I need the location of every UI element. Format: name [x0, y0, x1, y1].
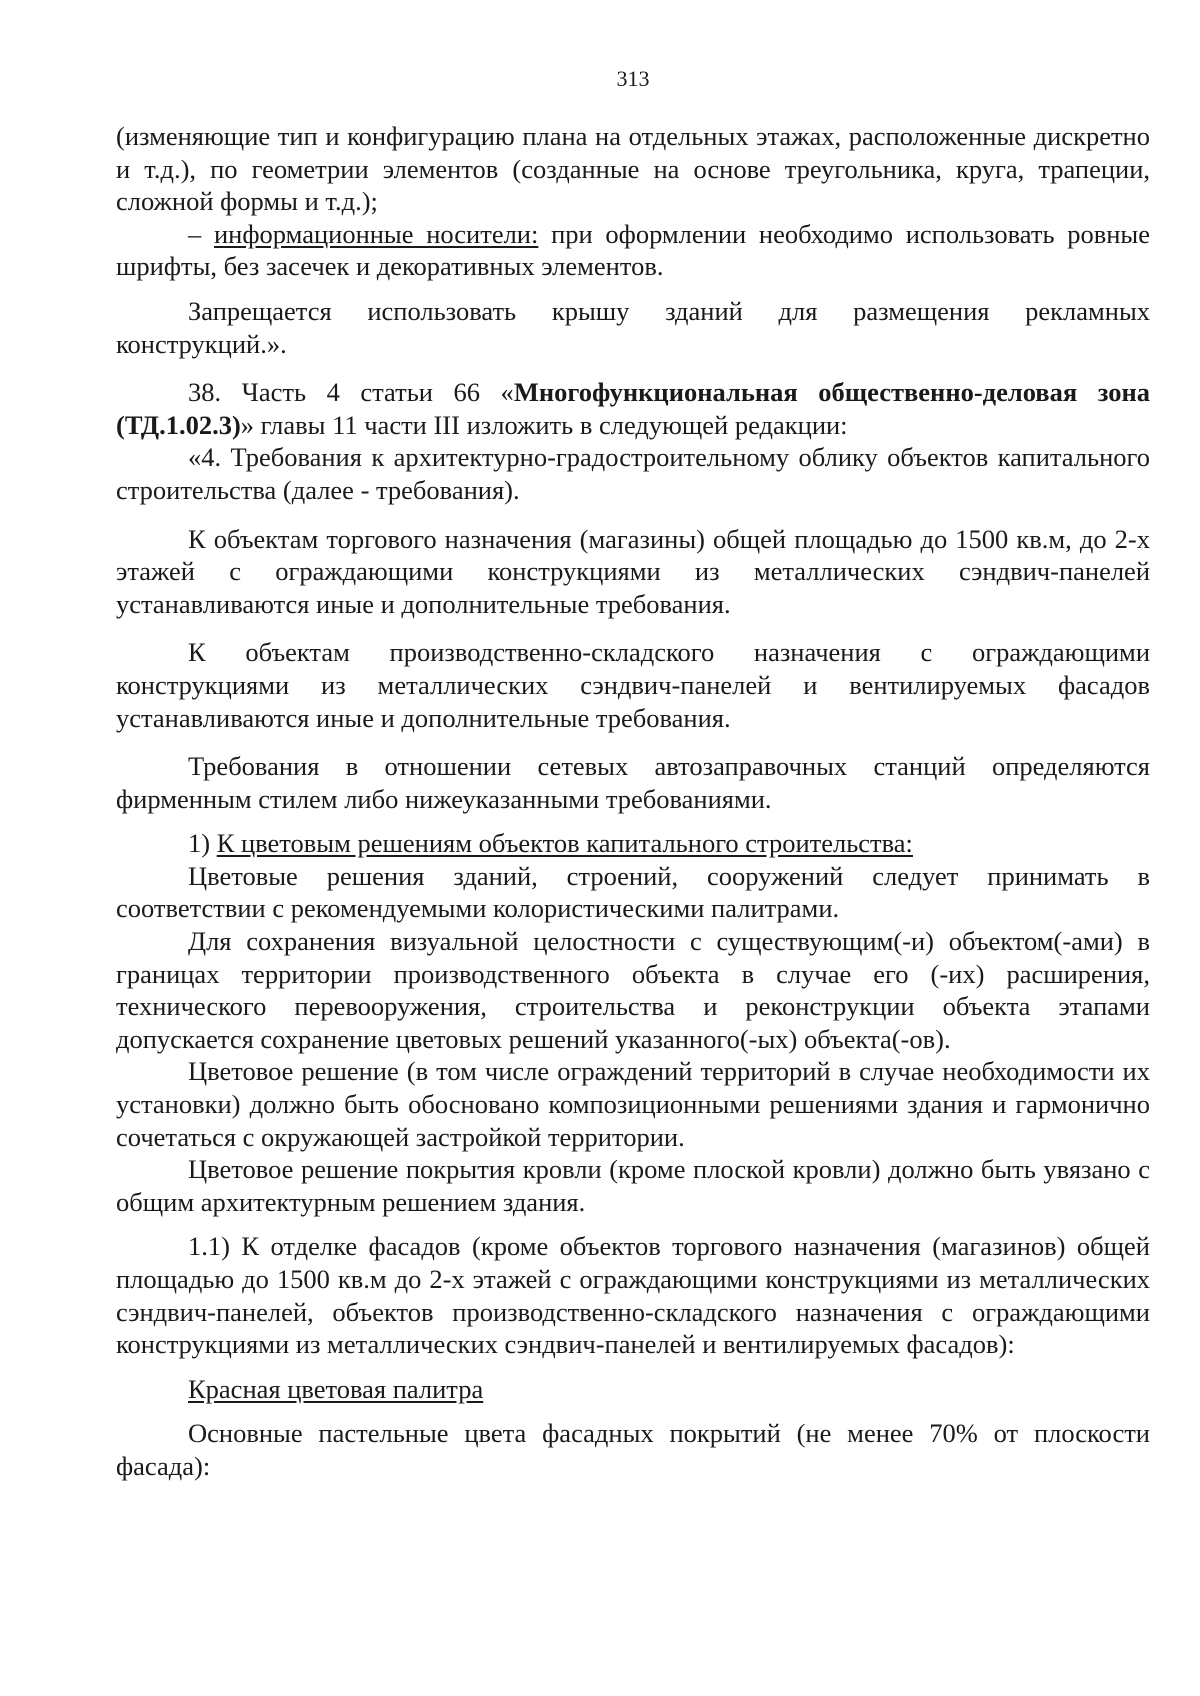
paragraph-main-pastel-colors: Основные пастельные цвета фасадных покрытий (не менее 70% от плоскости фасада): — [116, 1418, 1150, 1481]
item-38-rest: » главы 11 части III изложить в следующей редакции: — [240, 409, 848, 440]
paragraph-text: при оформлении необходимо использовать ровные шрифты, без засечек и декоративных элементов. — [116, 218, 1150, 282]
paragraph-information-carriers — [116, 218, 1150, 283]
paragraph-warehouse-objects: К объектам производственно-складского назначения с ограждающими конструкциями из металлических сэндвич-панелей и вентилируемых фасадов устанавливаются иные и дополнительные требования. — [116, 637, 1150, 733]
paragraph-requirements-heading: «4. Требования к архитектурно-градостроительному облику объектов капитального строительства (далее - требования). — [116, 442, 1150, 505]
paragraph-visual-integrity: Для сохранения визуальной целостности с существующим(-и) объектом(-ами) в границах территории производственного объекта в случае его (-их) расширения, технического перевооружения, строительства и реконструкции объекта этапами допускается сохранение цветовых решений указанного(-ых) объекта(-ов). — [116, 926, 1150, 1054]
paragraph-red-palette-heading — [116, 1373, 1150, 1406]
paragraph-item-38 — [116, 376, 1150, 441]
paragraph-trade-objects: К объектам торгового назначения (магазины) общей площадью до 1500 кв.м, до 2-х этажей с ограждающими конструкциями из металлических сэндвич-панелей устанавливаются иные и дополнительные требования. — [116, 523, 1150, 619]
document-page — [116, 64, 1150, 1483]
paragraph-roof-color: Цветовое решение покрытия кровли (кроме плоской кровли) должно быть увязано с общим архитектурным решением здания. — [116, 1154, 1150, 1217]
underlined-term-information-carriers: информационные носители: — [213, 218, 539, 249]
dash-prefix: – — [188, 218, 214, 249]
underlined-heading-red-palette: Красная цветовая палитра — [188, 1373, 484, 1404]
paragraph-color-palettes: Цветовые решения зданий, строений, сооружений следует принимать в соответствии с рекомендуемыми колористическими палитрами. — [116, 860, 1150, 924]
paragraph-fence-color: Цветовое решение (в том числе ограждений территорий в случае необходимости их установки) должно быть обосновано композиционными решениями здания и гармонично сочетаться с окружающей застройкой территории. — [116, 1056, 1150, 1152]
paragraph-geometry: (изменяющие тип и конфигурацию плана на отдельных этажах, расположенные дискретно и т.д.), по геометрии элементов (созданные на основе треугольника, круга, трапеции, сложной формы и т.д.); — [116, 121, 1150, 217]
zone-name-bold: Многофункциональная общественно-деловая зона (ТД.1.02.3) — [116, 377, 1150, 440]
paragraph-facade-finishing: 1.1) К отделке фасадов (кроме объектов торгового назначения (магазинов) общей площадью до 1500 кв.м до 2-х этажей с ограждающими конструкциями из металлических сэндвич-панелей, объектов производственно-складского назначения с ограждающими конструкциями из металлических сэндвич-панелей и вентилируемых фасадов): — [116, 1231, 1150, 1360]
page-number: 313 — [616, 66, 650, 91]
paragraph-gas-stations: Требования в отношении сетевых автозаправочных станций определяются фирменным стилем либо нижеуказанными требованиями. — [116, 751, 1150, 814]
underlined-heading-color-solutions: К цветовым решениям объектов капитального строительства: — [216, 828, 913, 859]
paragraph-color-solutions-heading — [116, 827, 1150, 860]
paragraph-roof-prohibition: Запрещается использовать крышу зданий для размещения рекламных конструкций.». — [116, 295, 1150, 359]
item-1-prefix: 1) — [188, 828, 217, 859]
item-38-prefix: 38. Часть 4 статьи 66 « — [188, 377, 514, 408]
